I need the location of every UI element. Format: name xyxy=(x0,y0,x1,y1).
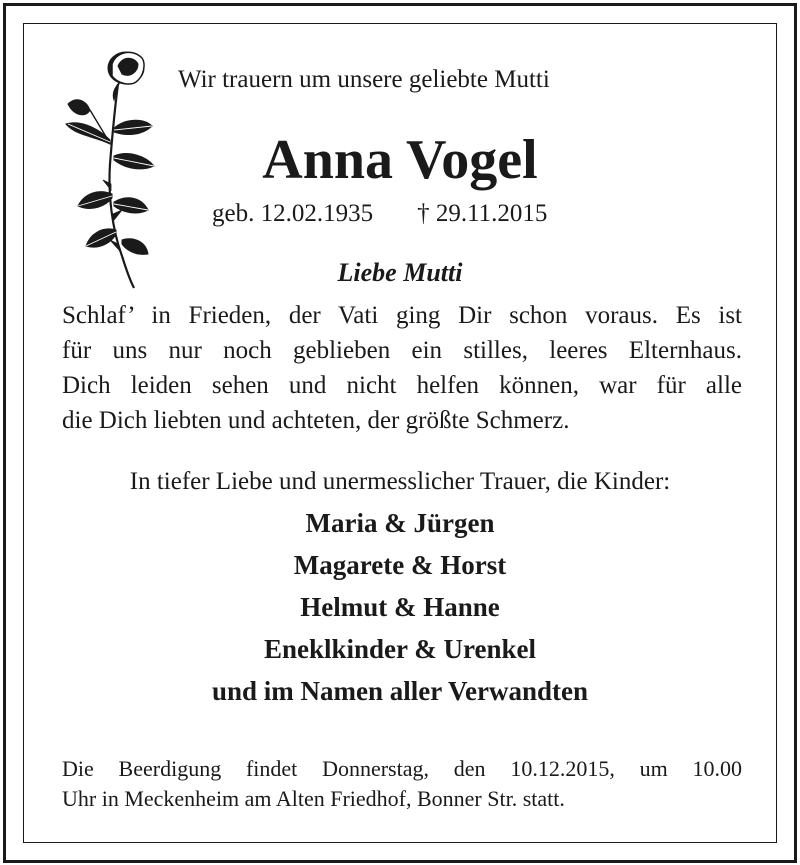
life-dates xyxy=(212,200,547,228)
poem-line: Dich leiden sehen und nicht helfen können, war für alle xyxy=(62,372,742,399)
signoff-text: In tiefer Liebe und unermesslicher Trauer, die Kinder: xyxy=(129,468,671,495)
funeral-notice-line: Uhr in Meckenheim am Alten Friedhof, Bonner Str. statt. xyxy=(62,786,565,811)
mourner-name: Eneklkinder & Urenkel xyxy=(263,634,537,664)
poem-line: die Dich liebten und achteten, der größte Schmerz. xyxy=(62,407,570,434)
mourner-name: und im Namen aller Verwandten xyxy=(211,676,589,706)
mourner-name: Magarete & Horst xyxy=(293,550,507,580)
poem-line: für uns nur noch geblieben ein stilles, leeres Elternhaus. xyxy=(62,337,742,364)
birth-date: geb. 12.02.1935 xyxy=(212,200,374,227)
mourner-name: Maria & Jürgen xyxy=(305,508,495,538)
death-date: † 29.11.2015 xyxy=(417,200,548,227)
intro-text: Wir trauern um unsere geliebte Mutti xyxy=(178,66,550,93)
deceased-name: Anna Vogel xyxy=(262,129,538,191)
mourner-name: Helmut & Hanne xyxy=(300,592,500,622)
funeral-notice-line: Die Beerdigung findet Donnerstag, den 10.12.2015, um 10.00 xyxy=(62,756,742,781)
salutation: Liebe Mutti xyxy=(337,258,463,287)
poem-line: Schlaf’ in Frieden, der Vati ging Dir schon voraus. Es ist xyxy=(62,302,742,329)
